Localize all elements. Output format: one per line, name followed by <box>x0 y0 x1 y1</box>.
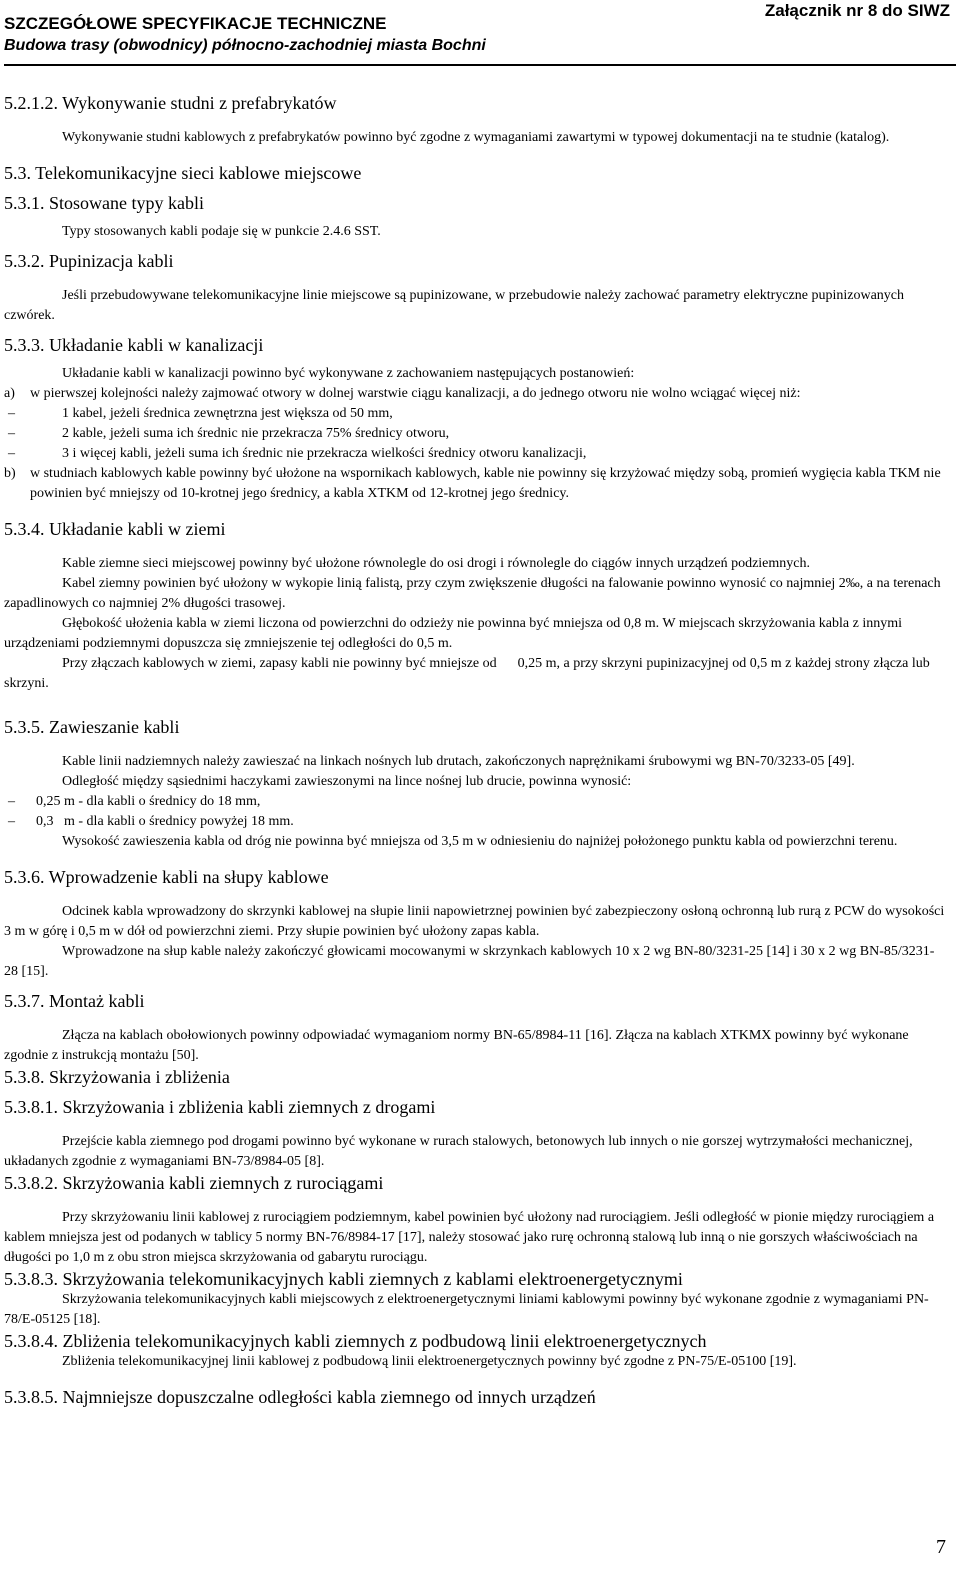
heading-5-3-8-3: 5.3.8.3. Skrzyżowania telekomunikacyjnych kabli ziemnych z kablami elektroenergetycznymi <box>4 1269 683 1289</box>
list-item <box>4 464 946 504</box>
paragraph: Wprowadzone na słup kable należy zakończyć głowicami mocowanymi w skrzynkach kablowych 10 x 2 wg BN-80/3231-25 [14] i 30 x 2 wg BN-85/3231-28 [15]. <box>4 944 935 979</box>
list-text: w studniach kablowych kable powinny być ułożone na wspornikach kablowych, kable nie powinny się krzyżować między sobą, promień wygięcia kabla TKM nie powinien być mniejszy od 10-krotnej jego średnicy, a kabla XTKM od 12-krotnej jego średnicy. <box>30 466 941 501</box>
paragraph: Kabel ziemny powinien być ułożony w wykopie linią falistą, przy czym zwiększenie długości na falowanie powinno wynosić co najmniej 2‰, a na terenach zapadlinowych co najmniej 2% długości trasowej. <box>4 576 941 611</box>
dash-item: – 0,3 m - dla kabli o średnicy powyżej 18 mm. <box>8 814 294 829</box>
paragraph: Przy skrzyżowaniu linii kablowej z rurociągiem podziemnym, kabel powinien być ułożony nad rurociągiem. Jeśli odległość w pionie między rurociągiem a kablem mniejsza jest od podanych w tablicy 5 normy BN-76/8984-17 [17], należy stosować jako rurę ochronną stalową lub inną o nie gorszych właściwościach na długości po 1,0 m z obu stron miejsca skrzyżowania od gabarytu rurociągu. <box>4 1210 935 1265</box>
paragraph: Wykonywanie studni kablowych z prefabrykatów powinno być zgodne z wymaganiami zawartymi w typowej dokumentacji na te studnie (katalog). <box>62 130 890 145</box>
heading-5-2-1-2: 5.2.1.2. Wykonywanie studni z prefabrykatów <box>4 93 337 113</box>
paragraph: Kable ziemne sieci miejscowej powinny być ułożone równolegle do osi drogi i równolegle do ciągów innych urządzeń podziemnych. <box>62 556 811 571</box>
paragraph: Wysokość zawieszenia kabla od dróg nie powinna być mniejsza od 3,5 m w odniesieniu do najniżej położonego punktu kabla od powierzchni terenu. <box>62 834 898 849</box>
heading-5-3-6: 5.3.6. Wprowadzenie kabli na słupy kablowe <box>4 867 329 887</box>
paragraph: Przy złączach kablowych w ziemi, zapasy kabli nie powinny być mniejsze od 0,25 m, a przy skrzyni pupinizacyjnej od 0,5 m z każdej strony złącza lub skrzyni. <box>4 656 934 691</box>
heading-5-3-4: 5.3.4. Układanie kabli w ziemi <box>4 519 226 539</box>
page-number: 7 <box>936 1536 946 1558</box>
heading-5-3-8-5: 5.3.8.5. Najmniejsze dopuszczalne odległości kabla ziemnego od innych urządzeń <box>4 1387 596 1407</box>
heading-5-3-5: 5.3.5. Zawieszanie kabli <box>4 717 180 737</box>
document-body <box>4 92 946 1408</box>
paragraph: Skrzyżowania telekomunikacyjnych kabli miejscowych z elektroenergetycznymi liniami kablowymi powinny być wykonane zgodnie z wymaganiami PN-78/E-05125 [18]. <box>4 1292 929 1327</box>
header-rule <box>4 64 956 66</box>
paragraph: Głębokość ułożenia kabla w ziemi liczona od powierzchni do odzieży nie powinna być mniejsza od 0,8 m. W miejscach skrzyżowania kabla z innymi urządzeniami podziemnymi dopuszcza się zmniejszenie tej odległości do 0,5 m. <box>4 616 902 651</box>
dash-item: – 3 i więcej kabli, jeżeli suma ich średnic nie przekracza wielkości średnicy otworu kanalizacji, <box>8 446 587 461</box>
paragraph: Odcinek kabla wprowadzony do skrzynki kablowej na słupie linii napowietrznej powinien być zabezpieczony osłoną ochronną lub rurą z PCW do wysokości 3 m w górę i 0,5 m w dół od powierzchni ziemi. Przy słupie powinien być ułożony zapas kabla. <box>4 904 945 939</box>
header-subtitle: Budowa trasy (obwodnicy) północno-zachodniej miasta Bochni <box>4 37 486 54</box>
heading-5-3-1: 5.3.1. Stosowane typy kabli <box>4 193 204 213</box>
header-title: SZCZEGÓŁOWE SPECYFIKACJE TECHNICZNE <box>4 14 387 33</box>
paragraph: Odległość między sąsiednimi haczykami zawieszonymi na lince nośnej lub drucie, powinna wynosić: <box>62 774 632 789</box>
heading-5-3-2: 5.3.2. Pupinizacja kabli <box>4 251 174 271</box>
heading-5-3-8-2: 5.3.8.2. Skrzyżowania kabli ziemnych z rurociągami <box>4 1173 384 1193</box>
paragraph: Złącza na kablach obołowionych powinny odpowiadać wymaganiom normy BN-65/8984-11 [16]. Złącza na kablach XTKMX powinny być wykonane zgodnie z instrukcją montażu [50]. <box>4 1028 909 1063</box>
paragraph: Kable linii nadziemnych należy zawieszać na linkach nośnych lub drutach, zakończonych naprężnikami śrubowymi wg BN-70/3233-05 [49]. <box>62 754 855 769</box>
paragraph: Przejście kabla ziemnego pod drogami powinno być wykonane w rurach stalowych, betonowych lub innych o nie gorszej wytrzymałości mechanicznej, układanych zgodnie z wymaganiami BN-73/8984-05 [8]. <box>4 1134 913 1169</box>
heading-5-3-3: 5.3.3. Układanie kabli w kanalizacji <box>4 335 264 355</box>
heading-5-3-8-4: 5.3.8.4. Zbliżenia telekomunikacyjnych kabli ziemnych z podbudową linii elektroenergetycznych <box>4 1331 707 1351</box>
list-label: a) <box>4 386 15 401</box>
paragraph: Układanie kabli w kanalizacji powinno być wykonywane z zachowaniem następujących postanowień: <box>62 366 635 381</box>
dash-item: – 1 kabel, jeżeli średnica zewnętrzna jest większa od 50 mm, <box>8 406 393 421</box>
heading-5-3-8: 5.3.8. Skrzyżowania i zbliżenia <box>4 1067 230 1087</box>
heading-5-3-7: 5.3.7. Montaż kabli <box>4 991 145 1011</box>
paragraph: Typy stosowanych kabli podaje się w punkcie 2.4.6 SST. <box>62 224 381 239</box>
list-label: b) <box>4 466 16 481</box>
dash-item: – 2 kable, jeżeli suma ich średnic nie przekracza 75% średnicy otworu, <box>8 426 450 441</box>
header-attachment: Załącznik nr 8 do SIWZ <box>764 1 950 20</box>
heading-5-3: 5.3. Telekomunikacyjne sieci kablowe miejscowe <box>4 163 362 183</box>
list-item <box>4 384 946 404</box>
page-header <box>0 0 960 70</box>
paragraph: Zbliżenia telekomunikacyjnej linii kablowej z podbudową linii elektroenergetycznych powinny być zgodne z PN-75/E-05100 [19]. <box>62 1354 797 1369</box>
paragraph: Jeśli przebudowywane telekomunikacyjne linie miejscowe są pupinizowane, w przebudowie należy zachować parametry elektryczne pupinizowanych czwórek. <box>4 288 905 323</box>
list-text: w pierwszej kolejności należy zajmować otwory w dolnej warstwie ciągu kanalizacji, a do jednego otworu nie wolno wciągać więcej niż: <box>30 386 801 401</box>
heading-5-3-8-1: 5.3.8.1. Skrzyżowania i zbliżenia kabli ziemnych z drogami <box>4 1097 436 1117</box>
dash-item: – 0,25 m - dla kabli o średnicy do 18 mm, <box>8 794 261 809</box>
